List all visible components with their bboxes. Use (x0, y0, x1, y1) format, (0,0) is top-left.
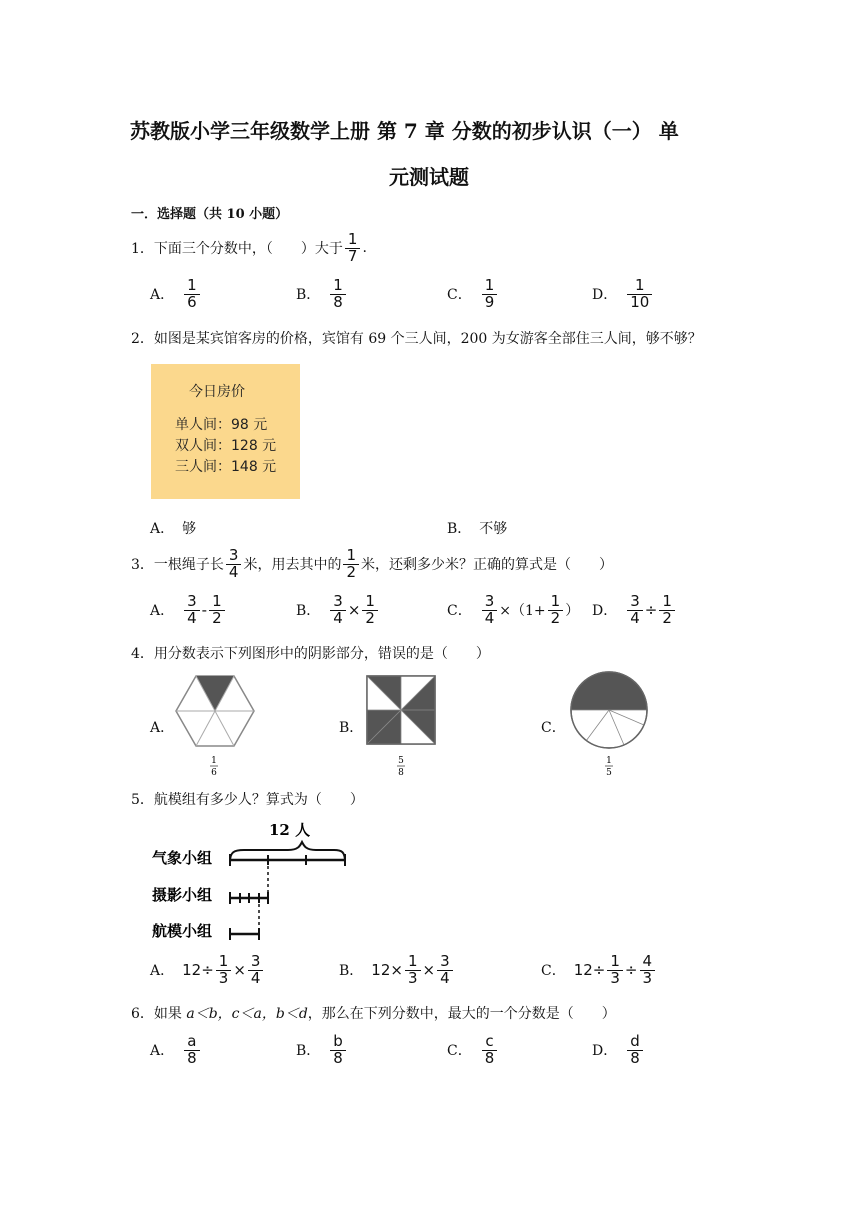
q3-option-a[interactable]: A． $\frac{3}{4}$ - $\frac{1}{2}$ (150, 594, 227, 627)
q6-option-c[interactable]: C． $\frac{c}{8}$ (447, 1034, 499, 1067)
page-title-line2: 元测试题 (389, 165, 469, 189)
q3-stem-text-a: 3．一根绳子长 (131, 557, 224, 574)
diagram-row-model: 航模小组 (152, 922, 213, 940)
circle-caption-num: 1 (606, 756, 612, 766)
q1-stem-end: . (362, 240, 367, 257)
question-1-stem (131, 232, 367, 265)
q3-stem-text-c: 米，还剩多少米？正确的算式是（ ） (361, 557, 614, 574)
q6-option-d[interactable]: D． $\frac{d}{8}$ (592, 1034, 645, 1067)
diagram-total-label: 12 人 (269, 821, 311, 839)
price-card (151, 364, 300, 499)
question-5-stem: 5．航模组有多少人？算式为（ ） (131, 792, 364, 808)
q4-option-a[interactable] (150, 672, 270, 776)
q3-stem-fraction-2: $\frac{1}{2}$ (343, 548, 359, 581)
q1-option-a[interactable]: A． $\frac{1}{6}$ (150, 278, 202, 311)
diagram-row-weather: 气象小组 (152, 849, 213, 867)
q6-condition: a＜b，c＜a，b＜d (186, 1006, 308, 1022)
circle-figure (569, 668, 655, 776)
question-2-stem: 2．如图是某宾馆客房的价格，宾馆有 69 个三人间，200 为女游客全部住三人间，够不够？ (131, 331, 702, 347)
q3-option-c[interactable]: C． $\frac{3}{4}$ ×（1+ $\frac{1}{2}$ ） (447, 592, 580, 627)
page-title-line1: 苏教版小学三年级数学上册 第 7 章 分数的初步认识（一） 单 (130, 119, 679, 143)
q1-option-d[interactable]: D． $\frac{1}{10}$ (592, 278, 654, 311)
q6-option-b[interactable]: B． $\frac{b}{8}$ (296, 1034, 348, 1067)
diagram-row-photo: 摄影小组 (152, 886, 213, 904)
price-row-double: 双人间：128 元 (175, 438, 277, 454)
q5-option-a[interactable]: A． 12÷ $\frac{1}{3}$ × $\frac{3}{4}$ (150, 954, 265, 987)
q4-option-c[interactable] (541, 668, 661, 776)
q3-option-b[interactable]: B． $\frac{3}{4}$ × $\frac{1}{2}$ (296, 594, 380, 627)
question-6-stem (131, 1003, 616, 1023)
section-heading: 一．选择题（共 10 小题） (131, 207, 289, 222)
q1-stem-text: 1．下面三个分数中，（ ）大于 (131, 241, 343, 258)
q2-option-a[interactable]: A． 够 (150, 521, 197, 537)
q1-option-b[interactable]: B． $\frac{1}{8}$ (296, 278, 348, 311)
q4-option-b-label: B． (339, 720, 364, 736)
hexagon-figure (174, 672, 270, 776)
question-4-stem: 4．用分数表示下列图形中的阴影部分，错误的是（ ） (131, 646, 490, 662)
question-3-stem (131, 548, 613, 581)
q6-option-a[interactable]: A． $\frac{a}{8}$ (150, 1034, 202, 1067)
price-row-single: 单人间：98 元 (175, 417, 268, 433)
circle-caption-den: 5 (606, 768, 612, 776)
q6-stem-text-b: ，那么在下列分数中，最大的一个分数是（ ） (307, 1006, 616, 1022)
price-row-triple: 三人间：148 元 (175, 459, 277, 475)
group-diagram (148, 818, 368, 944)
q2-option-b[interactable]: B． 不够 (447, 521, 508, 537)
q3-option-d[interactable]: D． $\frac{3}{4}$ ÷ $\frac{1}{2}$ (592, 594, 677, 627)
q5-option-b[interactable]: B． 12× $\frac{1}{3}$ × $\frac{3}{4}$ (339, 954, 455, 987)
square-caption-den: 8 (398, 768, 404, 776)
square-caption-num: 5 (398, 756, 404, 766)
q4-option-a-label: A． (150, 720, 175, 736)
q4-option-c-label: C． (541, 720, 566, 736)
q3-stem-text-b: 米，用去其中的 (243, 557, 342, 574)
square-figure (365, 672, 445, 776)
hexagon-caption-den: 6 (211, 768, 217, 776)
price-card-heading: 今日房价 (189, 384, 245, 400)
q5-option-c[interactable]: C． 12÷ $\frac{1}{3}$ ÷ $\frac{4}{3}$ (541, 954, 657, 987)
q4-option-b[interactable] (339, 672, 449, 776)
hexagon-caption-num: 1 (211, 756, 217, 766)
q1-stem-fraction: $\frac{1}{7}$ (345, 232, 361, 265)
q6-stem-text-a: 6．如果 (131, 1006, 187, 1022)
q1-option-c[interactable]: C． $\frac{1}{9}$ (447, 278, 499, 311)
q3-stem-fraction-1: $\frac{3}{4}$ (226, 548, 242, 581)
